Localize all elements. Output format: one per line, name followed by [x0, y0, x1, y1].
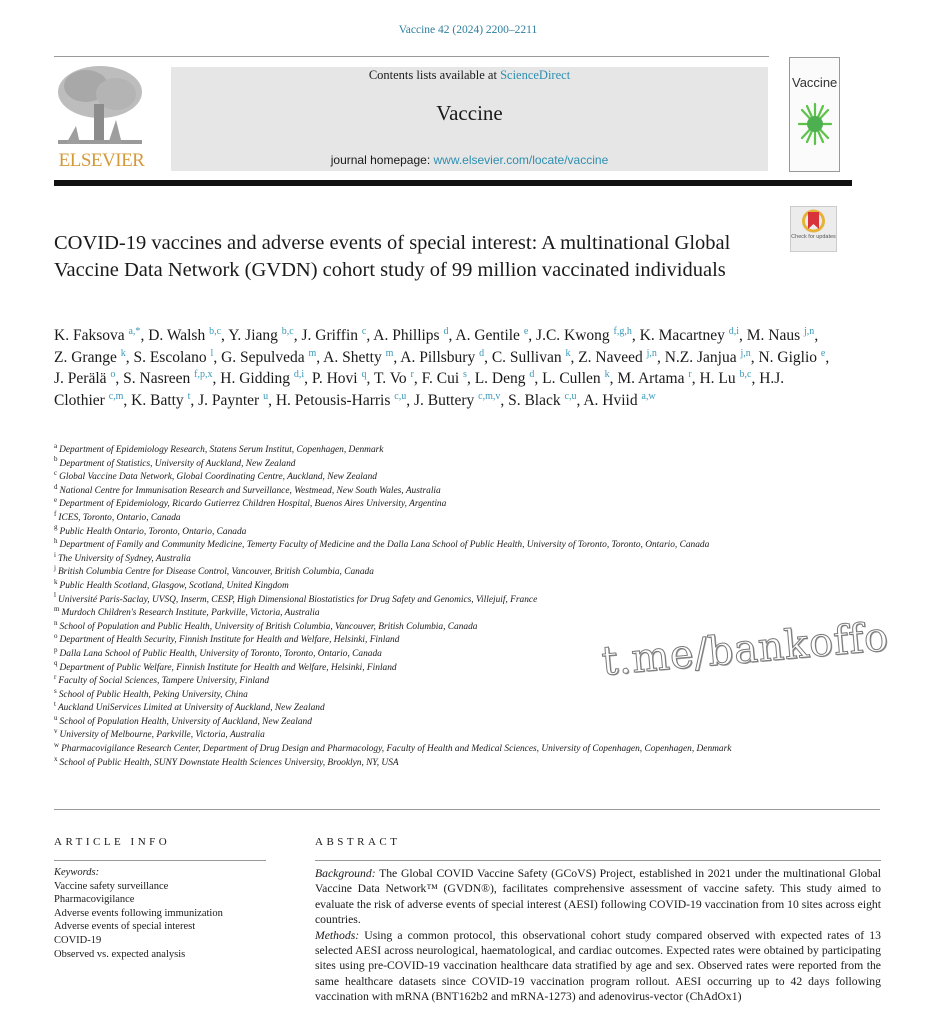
affiliation: [54, 441, 774, 458]
author-name: A. Shetty: [323, 348, 382, 366]
affiliation-text: Auckland UniServices Limited at University of Auckland, New Zealand: [57, 703, 325, 714]
author[interactable]: [301, 327, 366, 344]
journal-homepage-link[interactable]: www.elsevier.com/locate/vaccine: [433, 153, 609, 167]
author[interactable]: [536, 327, 632, 344]
affiliation-letter: a: [54, 441, 58, 450]
affiliation-letter: q: [54, 659, 58, 668]
author-affiliation-marker[interactable]: c,u: [394, 390, 407, 402]
author[interactable]: [374, 370, 414, 387]
affiliation: [54, 713, 774, 730]
author-affiliation-marker[interactable]: m: [385, 347, 394, 359]
abstract-methods: [315, 928, 881, 1005]
author-name: D. Walsh: [148, 327, 206, 344]
article-title: COVID-19 vaccines and adverse events of special interest: A multinational Global Vaccine Data Network (GVDN) cohort study of 99 million vaccinated individuals: [54, 232, 731, 281]
affiliation-list: [54, 441, 774, 770]
author-name: J. Buttery: [413, 391, 475, 409]
author[interactable]: [400, 349, 484, 366]
divider: [315, 860, 881, 861]
author-name: S. Black: [508, 391, 561, 409]
affiliation-text: University of Melbourne, Parkville, Victoria, Australia: [59, 730, 265, 741]
author-affiliation-marker[interactable]: k: [565, 347, 571, 359]
keywords-section: [54, 866, 294, 961]
affiliation-text: The University of Sydney, Australia: [57, 553, 191, 564]
author[interactable]: [508, 392, 576, 409]
journal-banner: [171, 67, 768, 171]
author-name: L. Cullen: [542, 370, 601, 387]
affiliation-text: School of Population Health, University of Auckland, New Zealand: [59, 716, 312, 727]
author[interactable]: [699, 370, 751, 387]
author-name: H. Lu: [699, 370, 736, 387]
author-affiliation-marker[interactable]: f,g,h: [613, 325, 632, 337]
affiliation: [54, 498, 774, 512]
abstract-heading: ABSTRACT: [315, 836, 401, 848]
author[interactable]: [123, 370, 212, 387]
author[interactable]: [455, 327, 528, 344]
author-affiliation-marker[interactable]: c,m,v: [478, 390, 501, 402]
affiliation-text: Department of Family and Community Medicine, Temerty Faculty of Medicine and the Dalla Lana School of Public Health, University of Toronto, Toronto, Ontario, Canada: [59, 540, 710, 551]
author-affiliation-marker[interactable]: c,u: [564, 390, 577, 402]
author[interactable]: [617, 370, 691, 387]
affiliation-letter: p: [54, 645, 58, 654]
author-name: P. Hovi: [311, 370, 358, 387]
author-name: S. Escolano: [133, 348, 207, 366]
author[interactable]: [640, 327, 739, 344]
author-affiliation-marker[interactable]: c: [361, 325, 367, 337]
elsevier-logo[interactable]: [54, 62, 149, 174]
author[interactable]: [422, 370, 467, 387]
affiliation-letter: w: [54, 740, 60, 749]
author-affiliation-marker[interactable]: d: [529, 368, 535, 380]
author[interactable]: [323, 349, 393, 366]
author-affiliation-marker[interactable]: o: [110, 368, 116, 380]
author[interactable]: [198, 392, 268, 409]
author-name: F. Cui: [421, 370, 460, 387]
abstract-background: [315, 866, 881, 928]
affiliation-letter: n: [54, 618, 58, 627]
author[interactable]: [758, 349, 825, 366]
author-affiliation-marker[interactable]: b,c: [739, 368, 752, 380]
affiliation: [54, 740, 774, 757]
divider: [54, 860, 266, 861]
author-list: K. Faksova $^{a,*}$, D. Walsh $^{b,c}$, Y. Jiang $^{b,c}$, J. Griffin $^c$, A. Phillips $^d$, A. Gentile $^e$, J.C. Kwong $^{f,g,h}$, K. Macartney $^{d,i}$, M. Naus $^{j,n}$, Z. Grange $^k$, S. Escolano $^l$, G. Sepulveda $^m$, A. Shetty $^m$, A. Pillsbury $^d$, C. Sullivan $^k$, Z. Naveed $^{j,n}$, N.Z. Janjua $^{j,n}$, N. Giglio $^e$, J. Perälä $^o$, S. Nasreen $^{f,p,x}$, H. Gidding $^{d,i}$, P. Hovi $^q$, T. Vo $^r$, F. Cui $^s$, L. Deng $^d$, L. Cullen $^k$, M. Artama $^r$, H. Lu $^{b,c}$, H.J. Clothier $^{c,m}$, K. Batty $^t$, J. Paynter $^u$, H. Petousis-Harris $^{c,u}$, J. Buttery $^{c,m,v}$, S. Black $^{c,u}$, A. Hviid $^{a,w}$: [54, 325, 830, 409]
author[interactable]: [276, 392, 406, 409]
affiliation-text: Global Vaccine Data Network, Global Coordinating Centre, Auckland, New Zealand: [59, 472, 377, 483]
author-affiliation-marker[interactable]: k: [120, 347, 126, 359]
affiliation-letter: f: [54, 509, 57, 518]
author[interactable]: [228, 327, 294, 344]
author-affiliation-marker[interactable]: r: [410, 368, 414, 380]
keyword: Vaccine safety surveillance: [54, 880, 169, 892]
affiliation-letter: l: [54, 591, 56, 600]
affiliation: [54, 577, 774, 594]
affiliation-text: School of Population and Public Health, University of British Columbia, Vancouver, British Columbia, Canada: [59, 621, 478, 632]
author[interactable]: [312, 370, 367, 387]
affiliation: [54, 754, 774, 771]
author-affiliation-marker[interactable]: c,m: [108, 390, 124, 402]
affiliation: [54, 729, 774, 743]
affiliation-letter: k: [54, 577, 58, 586]
affiliation-text: School of Public Health, SUNY Downstate Health Sciences University, Brooklyn, NY, USA: [59, 757, 399, 768]
homepage-line: [171, 153, 768, 167]
author-affiliation-marker[interactable]: k: [604, 368, 610, 380]
affiliation-text: Department of Statistics, University of Auckland, New Zealand: [59, 458, 296, 469]
affiliation-letter: g: [54, 523, 58, 532]
keyword: Pharmacovigilance: [54, 894, 135, 906]
affiliation: [54, 509, 774, 526]
affiliation-text: School of Public Health, Peking University, China: [58, 689, 248, 700]
author-name: Z. Naveed: [578, 348, 643, 366]
author[interactable]: [475, 370, 535, 387]
author-name: K. Batty: [131, 391, 184, 409]
author-name: K. Macartney: [639, 327, 725, 344]
sciencedirect-link[interactable]: ScienceDirect: [500, 68, 571, 82]
author-name: J. Griffin: [301, 327, 359, 344]
divider: [54, 809, 880, 810]
author-affiliation-marker[interactable]: l: [210, 347, 214, 359]
author-name: J. Perälä: [54, 370, 107, 387]
author-name: J. Paynter: [198, 391, 260, 409]
author[interactable]: [665, 349, 751, 366]
author[interactable]: [220, 370, 304, 387]
author-name: Z. Grange: [54, 348, 117, 366]
journal-citation[interactable]: Vaccine 42 (2024) 2200–2211: [398, 24, 538, 36]
author-name: J.C. Kwong: [536, 327, 610, 344]
methods-label: Methods:: [315, 928, 360, 942]
affiliation-text: British Columbia Centre for Disease Control, Vancouver, British Columbia, Canada: [57, 567, 374, 578]
author-name: L. Deng: [474, 370, 526, 387]
crossmark-label: Check for updates: [791, 234, 836, 240]
author[interactable]: [578, 349, 657, 366]
author[interactable]: [583, 392, 655, 409]
author[interactable]: [221, 349, 316, 366]
elsevier-tree-icon: [56, 64, 144, 148]
author-name: A. Hviid: [583, 391, 638, 409]
author[interactable]: [133, 349, 213, 366]
journal-name: Vaccine: [436, 101, 503, 125]
cover-title: Vaccine: [792, 75, 838, 90]
author-name: C. Sullivan: [491, 348, 562, 366]
contents-prefix: Contents lists available at: [368, 68, 501, 82]
author-affiliation-marker[interactable]: m: [308, 347, 317, 359]
background-label: Background:: [315, 867, 376, 880]
keywords-label: Keywords:: [54, 867, 100, 878]
author[interactable]: [747, 327, 815, 344]
affiliation: [54, 539, 774, 553]
virus-icon: [797, 100, 833, 148]
author-name: A. Gentile: [455, 327, 520, 344]
affiliation: [54, 523, 774, 540]
crossmark-icon: [791, 207, 836, 235]
author-affiliation-marker[interactable]: j,n: [646, 347, 657, 359]
author[interactable]: [542, 370, 609, 387]
author-name: A. Pillsbury: [400, 348, 476, 366]
author-name: A. Phillips: [373, 327, 440, 344]
affiliation: [54, 471, 774, 485]
affiliation-text: Université Paris-Saclay, UVSQ, Inserm, CESP, High Dimensional Biostatistics for Drug Safety and Genomics, Villejuif, France: [57, 594, 538, 605]
affiliation: [54, 482, 774, 499]
author-affiliation-marker[interactable]: d: [479, 347, 485, 359]
affiliation-text: Faculty of Social Sciences, Tampere University, Finland: [58, 676, 270, 687]
author-name: N.Z. Janjua: [664, 348, 737, 366]
author-name: K. Faksova: [54, 327, 125, 344]
author[interactable]: [54, 349, 126, 366]
author-affiliation-marker[interactable]: j,n: [804, 325, 815, 337]
abstract-body: [315, 866, 881, 1005]
affiliation-letter: e: [54, 496, 58, 505]
author-affiliation-marker[interactable]: b,c: [281, 325, 294, 337]
keyword: COVID-19: [54, 934, 102, 946]
affiliation-text: National Centre for Immunisation Research and Surveillance, Westmead, New South Wales, Australia: [59, 485, 441, 496]
author[interactable]: [148, 327, 221, 344]
affiliation-text: Murdoch Children's Research Institute, Parkville, Victoria, Australia: [61, 608, 320, 619]
header-divider: [54, 180, 852, 186]
author-affiliation-marker[interactable]: r: [688, 368, 692, 380]
author-affiliation-marker[interactable]: a,*: [128, 325, 141, 337]
contents-line: [171, 67, 768, 83]
affiliation: [54, 566, 774, 580]
keyword: Adverse events of special interest: [54, 921, 196, 933]
elsevier-wordmark: ELSEVIER: [58, 150, 145, 171]
affiliation-letter: b: [54, 455, 58, 464]
affiliation-letter: m: [54, 605, 60, 613]
affiliation-text: Pharmacovigilance Research Center, Department of Drug Design and Pharmacology, Faculty of Health and Medical Sciences, University of Copenhagen, Copenhagen, Denmark: [61, 744, 732, 755]
keyword: Observed vs. expected analysis: [54, 948, 186, 960]
affiliation-text: Department of Epidemiology, Ricardo Gutierrez Children Hospital, Buenos Aires University, Argentina: [59, 499, 447, 510]
author-affiliation-marker[interactable]: f,p,x: [194, 368, 213, 380]
check-for-updates-button[interactable]: [790, 206, 837, 252]
methods-text: Using a common protocol, this observational cohort study compared observed with expected rates of 13 selected AESI across neurological, haematological, and cardiac outcomes. Expected rates were obtained by participating sites using pre-COVID-19 vaccination healthcare data stratified by age and sex. Observed rates were reported from the same healthcare datasets since COVID-19 vaccination program rollout. AESI occurring up to 42 days following vaccination with mRNA (BNT162b2 and mRNA-1273) and adenovirus-vector (ChAdOx1): [315, 928, 881, 1004]
affiliation: [54, 607, 774, 621]
author-name: G. Sepulveda: [221, 348, 305, 366]
affiliation-text: Department of Health Security, Finnish Institute for Health and Welfare, Helsinki, Finland: [59, 635, 400, 646]
author-name: Y. Jiang: [228, 327, 278, 344]
author-name: M. Naus: [746, 327, 801, 344]
affiliation-letter: s: [54, 686, 57, 695]
author-affiliation-marker[interactable]: q: [361, 368, 367, 380]
affiliation-text: Public Health Ontario, Toronto, Ontario, Canada: [59, 526, 247, 537]
affiliation: [54, 686, 774, 703]
author-affiliation-marker[interactable]: s: [463, 368, 467, 380]
affiliation-letter: j: [54, 564, 56, 573]
author-name: H.J. Clothier: [54, 370, 785, 409]
author[interactable]: [492, 349, 571, 366]
author-affiliation-marker[interactable]: e: [523, 325, 529, 337]
author-name: N. Giglio: [758, 348, 818, 366]
author-affiliation-marker[interactable]: e: [820, 347, 826, 359]
author-affiliation-marker[interactable]: d,i: [728, 325, 740, 337]
affiliation-text: Public Health Scotland, Glasgow, Scotland, United Kingdom: [59, 580, 289, 591]
author-name: S. Nasreen: [123, 370, 191, 387]
affiliation-text: Department of Public Welfare, Finnish Institute for Health and Welfare, Helsinki, Finland: [59, 662, 397, 673]
affiliation: [54, 455, 774, 472]
affiliation-letter: r: [54, 672, 57, 681]
affiliation-letter: d: [54, 482, 58, 491]
affiliation-text: Dalla Lana School of Public Health, University of Toronto, Toronto, Ontario, Canada: [59, 648, 382, 659]
affiliation-letter: o: [54, 632, 58, 641]
affiliation-letter: x: [54, 754, 58, 763]
author-name: T. Vo: [373, 370, 407, 387]
affiliation-letter: t: [54, 700, 56, 709]
affiliation-letter: i: [54, 550, 56, 559]
author-name: H. Gidding: [220, 370, 291, 387]
affiliation-text: Department of Epidemiology Research, Statens Serum Institut, Copenhagen, Denmark: [59, 445, 384, 455]
keyword: Adverse events following immunization: [54, 907, 223, 919]
affiliation-letter: u: [54, 713, 58, 722]
affiliation-letter: v: [54, 727, 58, 736]
author-affiliation-marker[interactable]: j,n: [740, 347, 751, 359]
affiliation-letter: c: [54, 469, 58, 478]
author[interactable]: [414, 392, 500, 409]
author-affiliation-marker[interactable]: u: [263, 390, 269, 402]
author-affiliation-marker[interactable]: d: [443, 325, 449, 337]
author-affiliation-marker[interactable]: a,w: [641, 390, 656, 402]
author-affiliation-marker[interactable]: t: [187, 390, 191, 402]
affiliation-letter: h: [54, 537, 58, 546]
affiliation: [54, 550, 774, 567]
journal-cover[interactable]: [789, 57, 840, 172]
author-name: H. Petousis-Harris: [275, 391, 391, 409]
affiliation: [54, 591, 774, 608]
author[interactable]: [54, 327, 140, 344]
author[interactable]: [54, 370, 115, 387]
article-info-heading: ARTICLE INFO: [54, 836, 171, 848]
author[interactable]: [131, 392, 190, 409]
homepage-prefix: journal homepage:: [330, 153, 434, 167]
author-name: M. Artama: [617, 370, 685, 387]
author[interactable]: [373, 327, 448, 344]
affiliation: [54, 702, 774, 716]
background-text: The Global COVID Vaccine Safety (GCoVS) Project, established in 2021 under the multinational Global Vaccine Data Network™ (GVDN®), facilitates comprehensive assessment of vaccine safety. This study aimed to evaluate the risk of adverse events of special interest (AESI) following COVID-19 vaccination from 10 sites across eight countries.: [315, 867, 881, 927]
affiliation-text: ICES, Toronto, Ontario, Canada: [58, 512, 181, 523]
divider: [54, 56, 769, 57]
watermark: t.me/bankoffo: [599, 613, 891, 685]
author-affiliation-marker[interactable]: d,i: [293, 368, 305, 380]
author-affiliation-marker[interactable]: b,c: [209, 325, 222, 337]
